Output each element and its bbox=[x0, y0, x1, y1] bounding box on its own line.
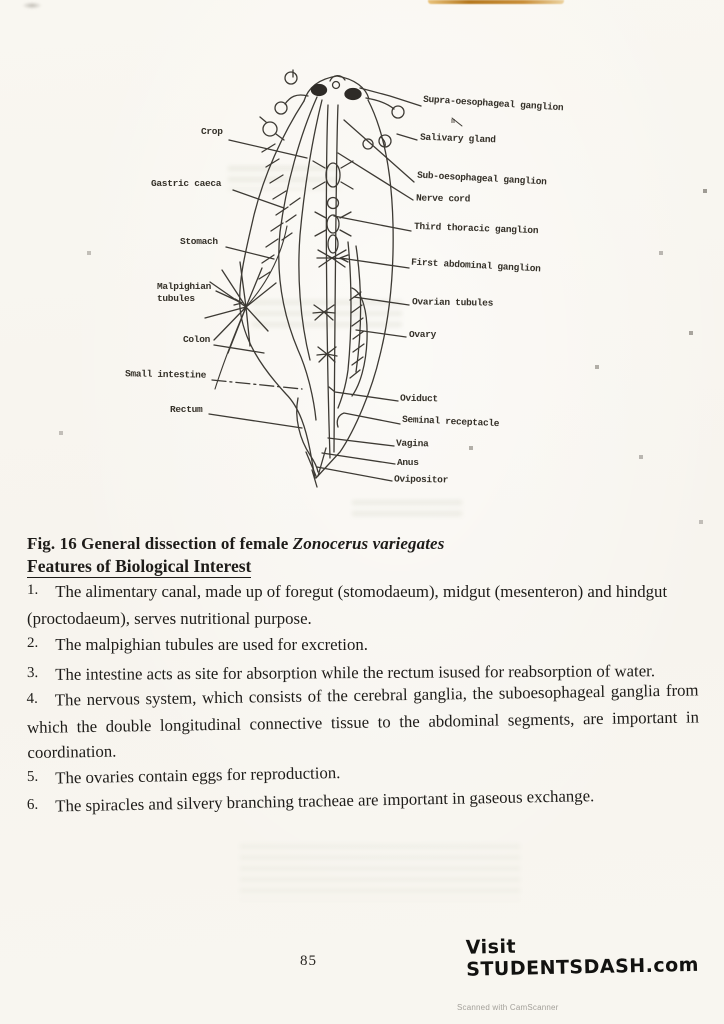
figure-label-ovary: Ovary bbox=[409, 329, 437, 340]
camscanner-credit: Scanned with CamScanner bbox=[457, 1003, 559, 1012]
figure-label-seminal-receptacle: Seminal receptacle bbox=[401, 413, 500, 430]
list-item-text: The spiracles and silvery branching tracheae are important in gaseous exchange. bbox=[55, 786, 595, 816]
figure-caption-species: Zonocerus variegates bbox=[292, 534, 445, 553]
figure-label-malpighian-tubules: Malpighian tubules bbox=[157, 281, 212, 304]
list-item-text: The intestine acts as site for absorption while the rectum isused for reabsorption of water. bbox=[55, 661, 656, 684]
list-item-number: 4. bbox=[26, 690, 38, 708]
figure-label-ovipositor: Ovipositor bbox=[393, 473, 449, 486]
figure-label-gastric-caeca: Gastric caeca bbox=[151, 178, 222, 189]
list-item-number: 2. bbox=[27, 635, 39, 651]
figure-label-ovarian-tubules: Ovarian tubules bbox=[411, 296, 494, 309]
list-item-number: 6. bbox=[26, 796, 39, 813]
figure-caption bbox=[27, 534, 699, 554]
figure-label-vagina: Vagina bbox=[395, 437, 429, 450]
figure-label-colon: Colon bbox=[183, 334, 211, 345]
figure-label-crop: Crop bbox=[201, 126, 223, 137]
list-item-number: 1. bbox=[27, 582, 39, 598]
body-text bbox=[27, 534, 699, 821]
list-item-text: The nervous system, which consists of the cerebral ganglia, the suboesophageal ganglia from which the double longitudinal connective tissue to the abdominal segments, are important in coordination. bbox=[26, 680, 700, 762]
figure-label-first-abdominal-ganglion: First abdominal ganglion bbox=[410, 256, 541, 275]
figure-label-stomach: Stomach bbox=[180, 236, 218, 247]
figure-label-oviduct: Oviduct bbox=[399, 392, 438, 405]
watermark-text: Visit STUDENTSDASH.com bbox=[465, 935, 700, 981]
list-item-text: The alimentary canal, made up of foregut (stomodaeum), midgut (mesenteron) and hindgut (proctodaeum), serves nutritional purpose. bbox=[27, 582, 668, 628]
figure-label-anus: Anus bbox=[397, 457, 419, 468]
list-item-number: 3. bbox=[26, 664, 39, 682]
figure-label-supra-oesophageal-ganglion: Supra-oesophageal ganglion bbox=[422, 93, 564, 114]
figure-label-third-thoracic-ganglion: Third thoracic ganglion bbox=[413, 220, 539, 237]
list-item-4 bbox=[26, 677, 699, 765]
list-item-text: The malpighian tubules are used for excretion. bbox=[55, 635, 368, 654]
figure-label-rectum: Rectum bbox=[170, 404, 203, 415]
list-item-text: The ovaries contain eggs for reproduction. bbox=[55, 762, 341, 788]
list-item-1 bbox=[27, 579, 699, 631]
figure-label-sub-oesophageal-ganglion: Sub-oesophageal ganglion bbox=[416, 169, 547, 188]
page-number: 85 bbox=[300, 953, 317, 969]
figure-caption-prefix: Fig. 16 General dissection of female bbox=[27, 534, 293, 553]
figure-label-nerve-cord: Nerve cord bbox=[415, 192, 471, 205]
figure-label-small-intestine: Small intestine bbox=[124, 368, 207, 381]
section-heading: Features of Biological Interest bbox=[27, 556, 252, 576]
figure-label-salivary-gland: Salivary gland bbox=[419, 131, 496, 146]
list-item-2 bbox=[27, 632, 699, 659]
list-item-number: 5. bbox=[26, 768, 39, 785]
